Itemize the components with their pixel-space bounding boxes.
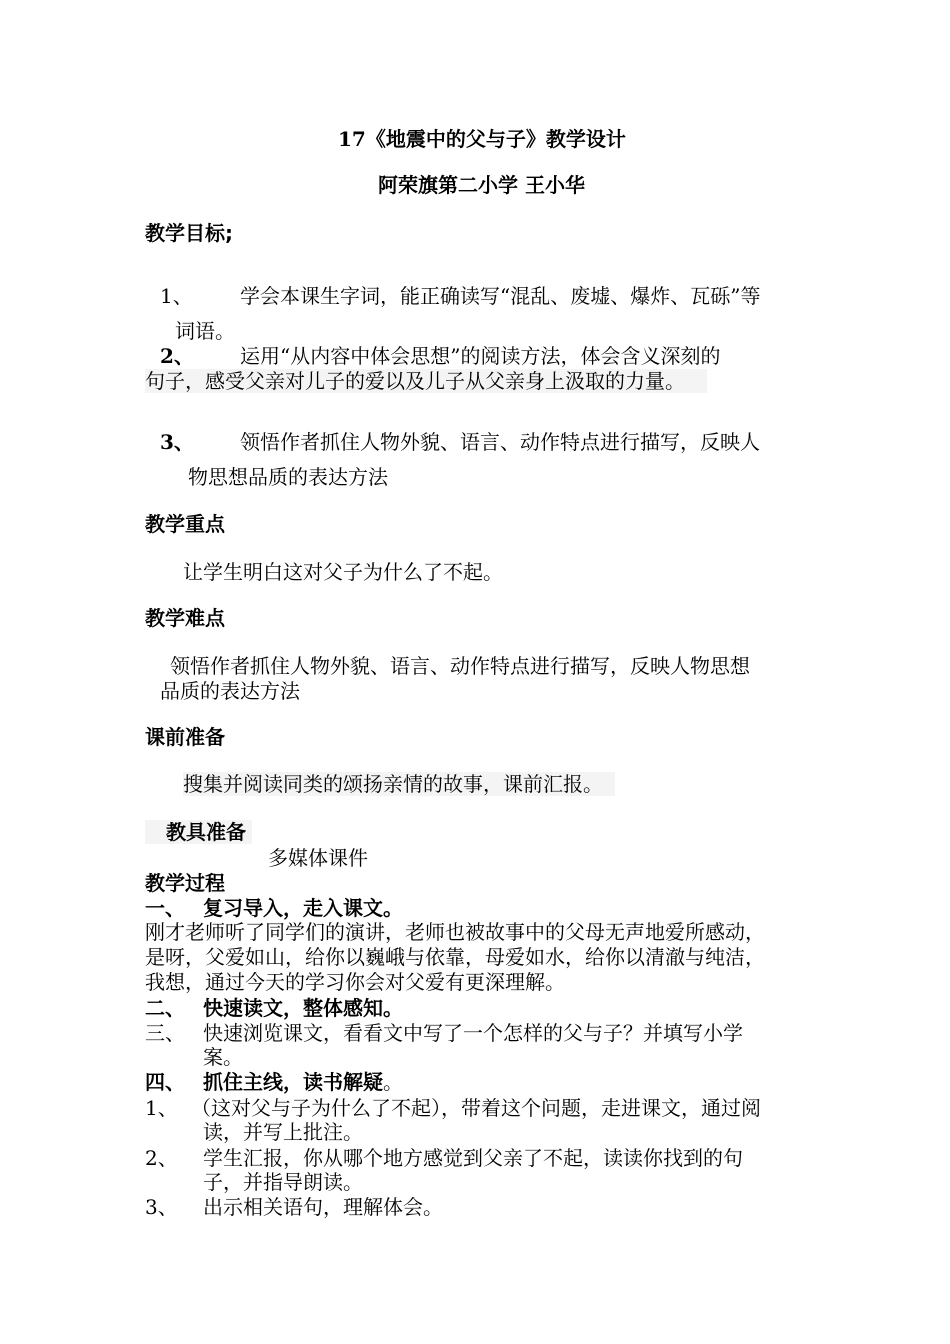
objective-3-line1: 领悟作者抓住人物外貌、语言、动作特点进行描写，反映人: [240, 430, 760, 454]
intro-line-1: 刚才老师听了同学们的演讲，老师也被故事中的父母无声地爱所感动，: [145, 920, 765, 944]
preparation-text: 搜集并阅读同类的颂扬亲情的故事，课前汇报。: [183, 772, 615, 796]
step-4-title: 抓住主线，读书解疑: [203, 1070, 383, 1094]
sub-3-number: 3、: [145, 1195, 178, 1219]
sub-2-line2: 子，并指导朗读。: [203, 1170, 363, 1194]
objective-1-line1: 学会本课生字词，能正确读写“混乱、废墟、爆炸、瓦砾”等: [240, 284, 761, 308]
sub-1-line2: 读，并写上批注。: [203, 1120, 363, 1144]
intro-line-3: 我想，通过今天的学习你会对父爱有更深理解。: [145, 970, 565, 994]
author-line: 阿荣旗第二小学 王小华: [378, 173, 585, 197]
key-point-text: 让学生明白这对父子为什么了不起。: [183, 560, 503, 584]
difficulty-heading: 教学难点: [145, 606, 225, 630]
objective-2-line2: 句子，感受父亲对儿子的爱以及儿子从父亲身上汲取的力量。: [145, 369, 707, 393]
difficulty-line2: 品质的表达方法: [160, 679, 300, 703]
objective-3-number: 3、: [160, 430, 194, 454]
step-4-title-line: [203, 1070, 403, 1094]
objectives-heading: 教学目标;: [145, 221, 233, 245]
step-3-line2: 案。: [203, 1045, 243, 1069]
intro-line-2: 是呀，父爱如山，给你以巍峨与依靠，母爱如水，给你以清澈与纯洁，: [145, 945, 765, 969]
sub-3-line1: 出示相关语句，理解体会。: [203, 1195, 443, 1219]
step-4-title-tail: 。: [383, 1070, 403, 1094]
objective-1-line2: 词语。: [175, 319, 235, 343]
objective-3-line2: 物思想品质的表达方法: [188, 465, 388, 489]
document-title: 17《地震中的父与子》教学设计: [338, 127, 626, 151]
objective-2-number: 2、: [160, 344, 194, 368]
sub-2-number: 2、: [145, 1146, 178, 1170]
process-heading: 教学过程: [145, 871, 225, 895]
step-2-number: 二、: [145, 996, 185, 1020]
key-point-heading: 教学重点: [145, 512, 225, 536]
step-1-title: 复习导入，走入课文。: [203, 896, 403, 920]
sub-1-line1: （这对父与子为什么了不起），带着这个问题，走进课文，通过阅: [191, 1096, 761, 1120]
step-4-number: 四、: [145, 1070, 185, 1094]
objective-1-number: 1、: [160, 284, 193, 308]
difficulty-line1: 领悟作者抓住人物外貌、语言、动作特点进行描写，反映人物思想: [170, 654, 750, 678]
step-2-title: 快速读文，整体感知。: [203, 996, 403, 1020]
sub-1-number: 1、: [145, 1096, 178, 1120]
step-1-number: 一、: [145, 896, 185, 920]
objective-2-line1: 运用“从内容中体会思想”的阅读方法，体会含义深刻的: [240, 344, 721, 368]
tools-heading: 教具准备: [145, 820, 252, 844]
step-3-number: 三、: [145, 1021, 185, 1045]
preparation-heading: 课前准备: [145, 725, 225, 749]
tools-text: 多媒体课件: [268, 846, 368, 870]
sub-2-line1: 学生汇报，你从哪个地方感觉到父亲了不起，读读你找到的句: [203, 1146, 743, 1170]
step-3-line1: 快速浏览课文，看看文中写了一个怎样的父与子？并填写小学: [203, 1021, 743, 1045]
